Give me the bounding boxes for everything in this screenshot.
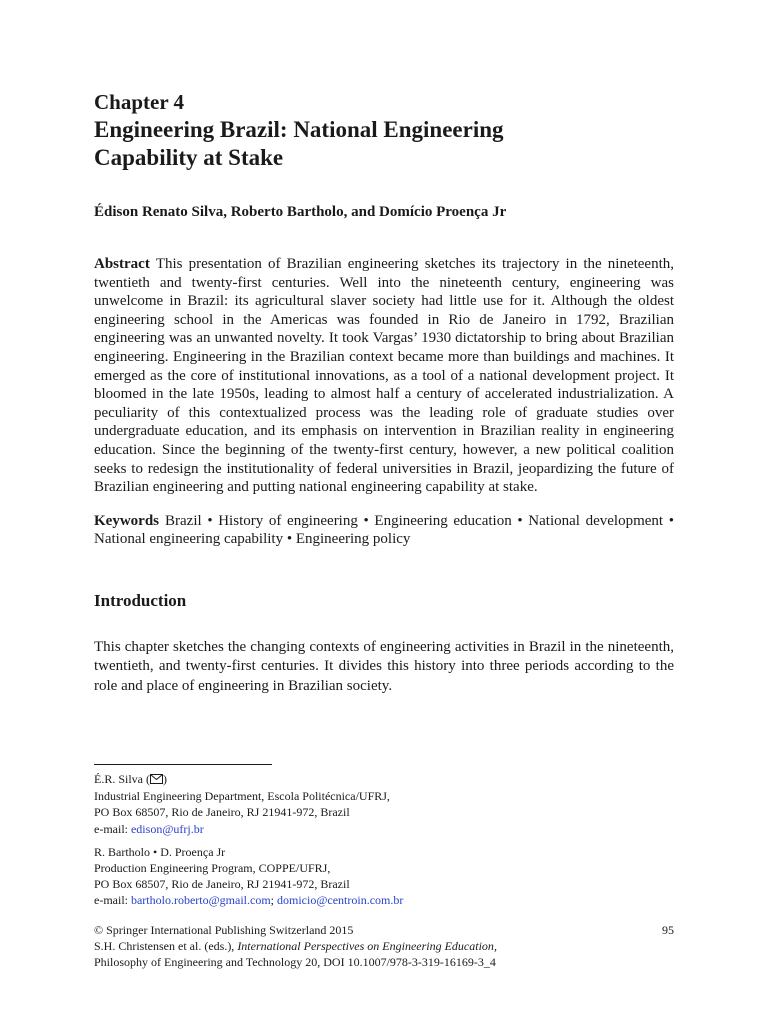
page-number: 95 <box>662 923 674 937</box>
author1-name-line <box>94 771 674 788</box>
abstract-label: Abstract <box>94 256 150 272</box>
author2-name: R. Bartholo • D. Proença Jr <box>94 844 226 859</box>
keywords-label: Keywords <box>94 512 159 529</box>
abstract-text: This presentation of Brazilian engineering sketches its trajectory in the nineteenth, twentieth and twenty-first centuries. Well into the nineteenth century, engineering was unwelcome in Brazil: its agricultural slaver society had little use for it. Although the oldest engineering school in the Americas was founded in Rio de Janeiro in 1792, Brazilian engineering was an unwanted novelty. It took Vargas’ 1930 dictatorship to bring about Brazilian engineering. Engineering in the Brazilian context became more than buildings and machines. It emerged as the core of institutional innovations, as a tool of a national development project. It bloomed in the late 1950s, leading to almost half a century of accelerated industrialization. A peculiarity of this contextualized process was the leading role of graduate studies over undergraduate education, and its emphasis on intervention in Brazilian reality in engineering education. Since the beginning of the twenty-first century, however, a new political coalition seeks to redesign the institutionality of federal universities in Brazil, jeopardizing the future of Brazilian engineering and putting national engineering capability at stake. <box>94 256 674 496</box>
introduction-paragraph: This chapter sketches the changing contexts of engineering activities in Brazil in the nineteenth, twentieth, and twenty-first centuries. It divides this history into three periods according to the role and place of engineering in Brazilian society. <box>94 638 674 694</box>
footnote-author2 <box>94 844 674 909</box>
footnote-author1 <box>94 771 674 837</box>
abstract <box>94 255 674 497</box>
article-body <box>94 90 674 711</box>
editors-suffix: , <box>493 939 497 954</box>
chapter-title-line2: Capability at Stake <box>94 145 284 170</box>
series-line: Philosophy of Engineering and Technology 20, DOI 10.1007/978-3-319-16169-3_4 <box>94 955 496 970</box>
author1-email-link[interactable]: edison@ufrj.br <box>130 821 204 836</box>
chapter-title-line1: Engineering Brazil: National Engineering <box>94 117 504 142</box>
copyright: © Springer International Publishing Switzerland 2015 <box>94 923 354 937</box>
footnotes <box>94 771 674 909</box>
authors: Édison Renato Silva, Roberto Bartholo, and Domício Proença Jr <box>94 204 507 220</box>
author1-name: É.R. Silva ( <box>94 772 150 786</box>
author2-email-label: e-mail: <box>94 893 131 908</box>
copyright-line <box>94 922 674 938</box>
chapter-title <box>94 116 674 172</box>
author1-email-line <box>94 821 674 837</box>
author1-address: PO Box 68507, Rio de Janeiro, RJ 21941-972, Brazil <box>94 805 350 820</box>
chapter-label: Chapter 4 <box>94 90 185 114</box>
publication-info <box>94 922 674 971</box>
author2-email-link-1[interactable]: bartholo.roberto@gmail.com <box>130 893 271 908</box>
envelope-icon <box>150 772 163 788</box>
editors-prefix: S.H. Christensen et al. (eds.), <box>94 939 238 954</box>
author1-name-end: ) <box>163 772 167 786</box>
author1-email-label: e-mail: <box>94 821 131 836</box>
keywords-text: Brazil • History of engineering • Engineering education • National development • National engineering capability • Engineering policy <box>94 512 674 548</box>
author2-affiliation: Production Engineering Program, COPPE/UFRJ, <box>94 861 331 876</box>
author2-email-separator: ; <box>270 893 278 908</box>
author2-email-line <box>94 892 674 908</box>
book-title: International Perspectives on Engineering Education <box>237 939 494 954</box>
author2-email-link-2[interactable]: domicio@centroin.com.br <box>277 893 404 908</box>
footnote-divider <box>94 764 272 765</box>
author1-affiliation: Industrial Engineering Department, Escola Politécnica/UFRJ, <box>94 789 390 804</box>
section-heading-introduction: Introduction <box>94 590 187 610</box>
keywords <box>94 512 674 549</box>
editors-line <box>94 938 674 954</box>
author2-address: PO Box 68507, Rio de Janeiro, RJ 21941-972, Brazil <box>94 877 350 892</box>
